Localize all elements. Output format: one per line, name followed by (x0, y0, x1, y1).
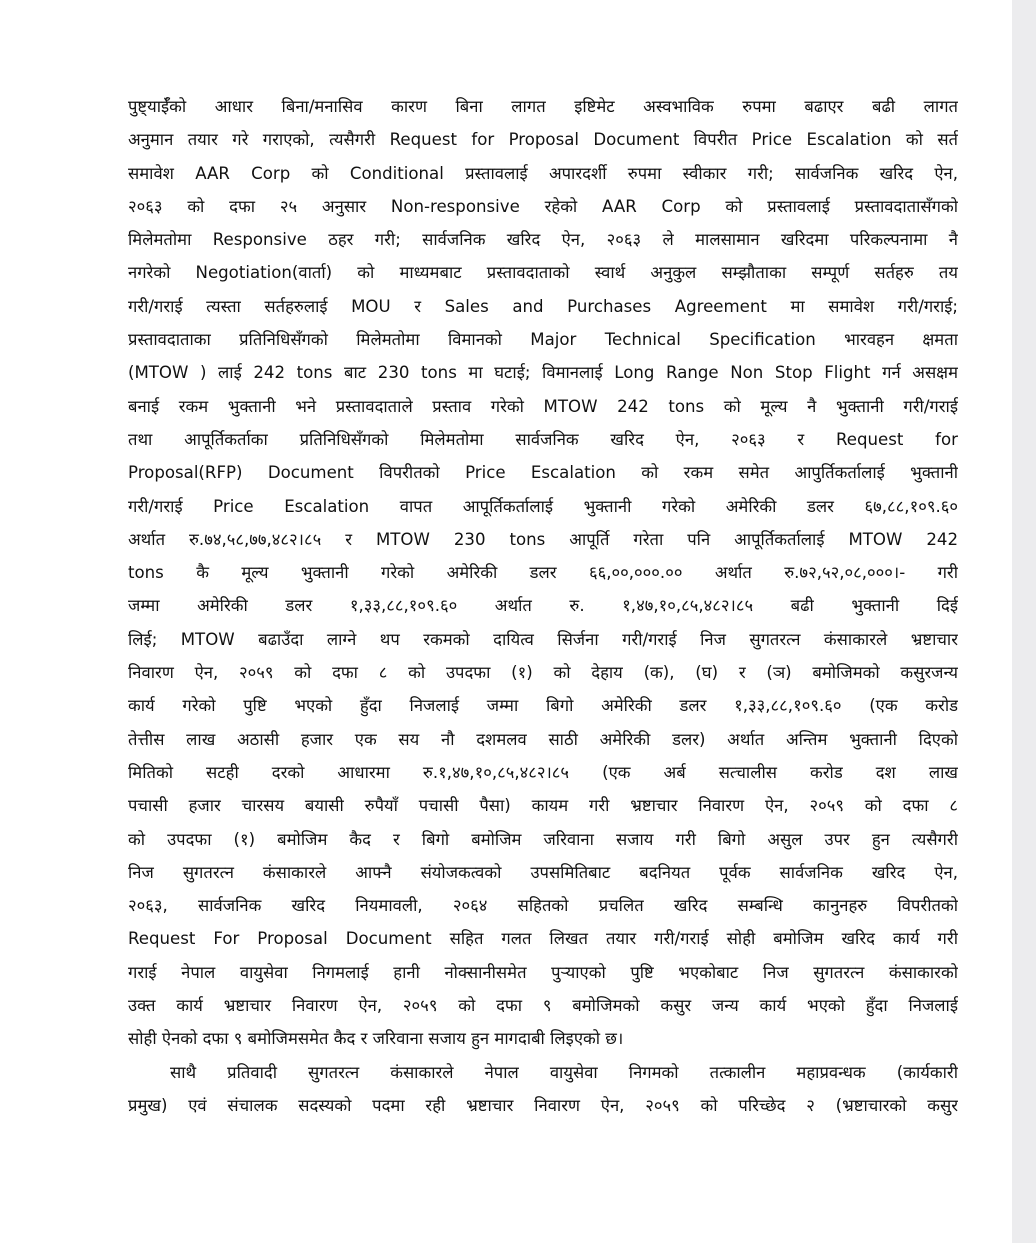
text-line: मितिको सटही दरको आधारमा रु.१,४७,१०,८५,४८२।८५ (एक अर्ब सत्चालीस करोड दश लाख (128, 762, 958, 782)
text-line: Proposal(RFP) Document विपरीतको Price Escalation को रकम समेत आपुर्तिकर्तालाई भुक्तानी (128, 463, 958, 483)
text-line: पचासी हजार चारसय बयासी रुपैयाँ पचासी पैसा) कायम गरी भ्रष्टाचार निवारण ऐन, २०५९ को दफा ८ (128, 796, 958, 816)
text-line: जम्मा अमेरिकी डलर १,३३,८८,१०९.६० अर्थात रु. १,४७,१०,८५,४८२।८५ बढी भुक्तानी दिई (128, 596, 958, 616)
text-line: मिलेमतोमा Responsive ठहर गरी; सार्वजनिक खरिद ऐन, २०६३ ले मालसामान खरिदमा परिकल्पनामा नै (128, 230, 958, 250)
text-line: तथा आपूर्तिकर्ताका प्रतिनिधिसँगको मिलेमतोमा सार्वजनिक खरिद ऐन, २०६३ र Request for (128, 429, 958, 449)
text-line: को उपदफा (१) बमोजिम कैद र बिगो बमोजिम जरिवाना सजाय गरी बिगो असुल उपर हुन त्यसैगरी (128, 829, 958, 849)
text-line: प्रस्तावदाताका प्रतिनिधिसँगको मिलेमतोमा विमानको Major Technical Specification भारवहन क्षमता (128, 330, 958, 350)
text-line: अर्थात रु.७४,५८,७७,४८२।८५ र MTOW 230 tons आपूर्ति गरेता पनि आपूर्तिकर्तालाई MTOW 242 (128, 529, 958, 549)
text-line: २०६३, सार्वजनिक खरिद नियमावली, २०६४ सहितको प्रचलित खरिद सम्बन्धि कानुनहरु विपरीतको (128, 896, 958, 916)
text-line: उक्त कार्य भ्रष्टाचार निवारण ऐन, २०५९ को दफा ९ बमोजिमको कसुर जन्य कार्य भएको हुँदा निजलाई (128, 996, 958, 1016)
text-line: गरी/गराई त्यस्ता सर्तहरुलाई MOU र Sales and Purchases Agreement मा समावेश गरी/गराई; (128, 296, 958, 316)
text-line: बनाई रकम भुक्तानी भने प्रस्तावदाताले प्रस्ताव गरेको MTOW 242 tons को मूल्य नै भुक्तानी गरी/गराई (128, 396, 958, 416)
text-line: निवारण ऐन, २०५९ को दफा ८ को उपदफा (१) को देहाय (क), (घ) र (ञ) बमोजिमको कसुरजन्य (128, 663, 958, 683)
text-line: लिई; MTOW बढाउँदा लाग्ने थप रकमको दायित्व सिर्जना गरी/गराई निज सुगतरत्न कंसाकारले भ्रष्टाचार (128, 629, 958, 649)
text-line: प्रमुख) एवं संचालक सदस्यको पदमा रही भ्रष्टाचार निवारण ऐन, २०५९ को परिच्छेद २ (भ्रष्टाचारको कसुर (128, 1095, 958, 1115)
text-line: (MTOW ) लाई 242 tons बाट 230 tons मा घटाई; विमानलाई Long Range Non Stop Flight गर्न असक्षम (128, 363, 958, 383)
text-line: Request For Proposal Document सहित गलत लिखत तयार गरी/गराई सोही बमोजिम खरिद कार्य गरी (128, 929, 958, 949)
text-line: tons कै मूल्य भुक्तानी गरेको अमेरिकी डलर ६६,००,०००.०० अर्थात रु.७२,५२,०८,०००।- गरी (128, 563, 958, 583)
text-line: अनुमान तयार गरे गराएको, त्यसैगरी Request for Proposal Document विपरीत Price Escalation को सर्त (128, 130, 958, 150)
text-line: साथै प्रतिवादी सुगतरत्न कंसाकारले नेपाल वायुसेवा निगमको तत्कालीन महाप्रवन्धक (कार्यकारी (170, 1062, 958, 1082)
text-line: नगरेको Negotiation(वार्ता) को माध्यमबाट प्रस्तावदाताको स्वार्थ अनुकुल सम्झौताका सम्पूर्ण सर्तहरु तय (128, 263, 958, 283)
document-body (128, 90, 958, 1122)
paragraph (128, 90, 958, 1056)
text-line: पुष्ट्याईँको आधार बिना/मनासिव कारण बिना लागत इष्टिमेट अस्वभाविक रुपमा बढाएर बढी लागत (128, 97, 958, 116)
text-line: समावेश AAR Corp को Conditional प्रस्तावलाई अपारदर्शी रुपमा स्वीकार गरी; सार्वजनिक खरिद ऐन, (128, 163, 958, 183)
text-line: सोही ऐनको दफा ९ बमोजिमसमेत कैद र जरिवाना सजाय हुन मागदाबी लिइएको छ। (128, 1029, 624, 1049)
text-line: गरी/गराई Price Escalation वापत आपूर्तिकर्तालाई भुक्तानी गरेको अमेरिकी डलर ६७,८८,१०९.६० (128, 496, 958, 516)
paragraph (128, 1056, 958, 1123)
text-line: २०६३ को दफा २५ अनुसार Non-responsive रहेको AAR Corp को प्रस्तावलाई प्रस्तावदातासँगको (128, 196, 958, 216)
viewer-gutter (1012, 0, 1036, 1243)
text-line: कार्य गरेको पुष्टि भएको हुँदा निजलाई जम्मा बिगो अमेरिकी डलर १,३३,८८,१०९.६० (एक करोड (128, 696, 958, 716)
text-line: निज सुगतरत्न कंसाकारले आफ्नै संयोजकत्वको उपसमितिबाट बदनियत पूर्वक सार्वजनिक खरिद ऐन, (128, 862, 958, 882)
text-line: तेत्तीस लाख अठासी हजार एक सय नौ दशमलव साठी अमेरिकी डलर) अर्थात अन्तिम भुक्तानी दिएको (128, 729, 958, 749)
text-line: गराई नेपाल वायुसेवा निगमलाई हानी नोक्सानीसमेत पुर्‍याएको पुष्टि भएकोबाट निज सुगतरत्न कंसाकारको (128, 962, 958, 982)
